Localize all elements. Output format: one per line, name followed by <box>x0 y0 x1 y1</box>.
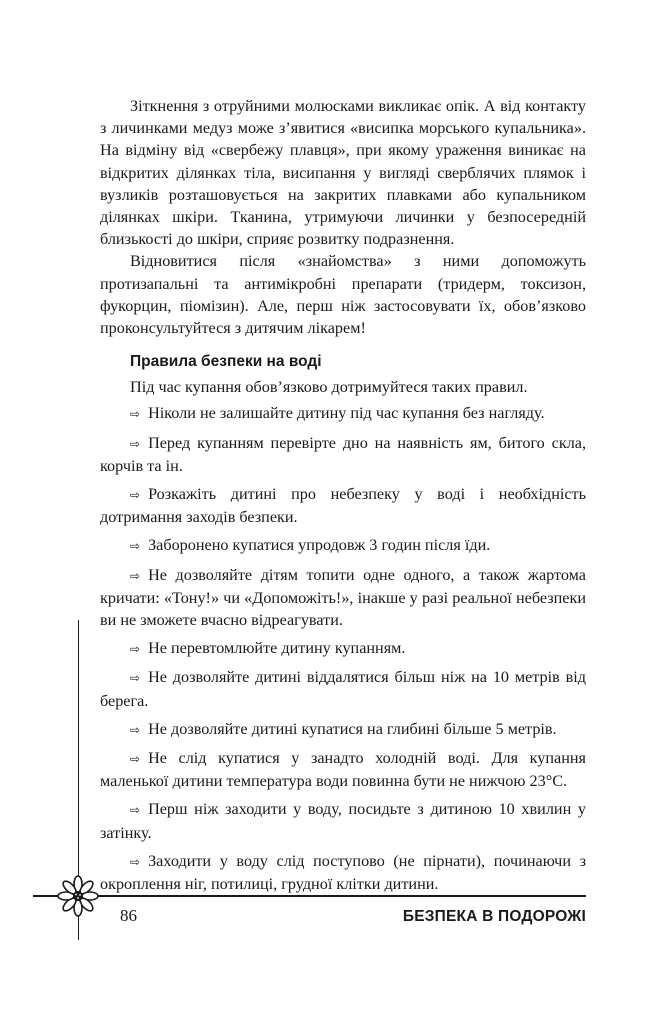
rule-item: ⇨ Не перевтомлюйте дитину купанням. <box>130 639 406 658</box>
rule-item: ⇨ Перш ніж заходити у воду, посидьте з дитиною 10 хвилин у затінку. <box>100 800 586 842</box>
rules-list <box>100 402 586 895</box>
arrow-icon: ⇨ <box>130 436 141 451</box>
rule-item: ⇨ Не слід купатися у занадто холодній воді. Для купання маленької дитини температура води повинна бути не нижчою 23°С. <box>100 749 586 791</box>
page-number: 86 <box>120 906 137 925</box>
intro-paragraph-1: Зіткнення з отруйними молюсками викликає опік. А від контакту з личинками медуз може з’явитися «висипка морського купальника». На відміну від «свербежу плавця», при якому ураження виникає на відкритих ділянках тіла, висипання у вигляді сверблячих плямок і вузликів розташовується на закритих плавками або купальником ділянках шкіри. Тканина, утримуючи личинки у безпосередній близькості до шкіри, сприяє розвитку подразнення. <box>100 97 586 249</box>
arrow-icon: ⇨ <box>130 671 141 686</box>
arrow-icon: ⇨ <box>130 803 141 818</box>
rule-item: ⇨ Не дозволяйте дитині віддалятися більш ніж на 10 метрів від берега. <box>100 668 586 710</box>
rules-intro: Під час купання обов’язково дотримуйтеся таких правил. <box>130 378 528 397</box>
arrow-icon: ⇨ <box>130 752 141 767</box>
book-title: БЕЗПЕКА В ПОДОРОЖІ <box>402 908 586 925</box>
rule-item: ⇨ Ніколи не залишайте дитину під час купання без нагляду. <box>130 404 545 423</box>
arrow-icon: ⇨ <box>130 854 141 869</box>
flower-icon <box>56 874 100 918</box>
arrow-icon: ⇨ <box>130 539 141 554</box>
arrow-icon: ⇨ <box>130 488 141 503</box>
body-text <box>100 95 586 901</box>
arrow-icon: ⇨ <box>130 407 141 422</box>
arrow-icon: ⇨ <box>130 642 141 657</box>
rule-item: ⇨ Перед купанням перевірте дно на наявність ям, битого скла, корчів та ін. <box>100 433 586 475</box>
rule-item: ⇨ Не дозволяйте дітям топити одне одного, а також жартома кричати: «Тону!» чи «Допоможіть!», інакше у разі реальної небезпеки ви не зможете вчасно відреагувати. <box>100 565 586 630</box>
intro-paragraph-2: Відновитися після «знайомства» з ними допоможуть протизапальні та антимікробні препарати (тридерм, токсизон, фукорцин, піомізин). Але, перш ніж застосовувати їх, обов’язково проконсультуйтеся з дитячим лікарем! <box>100 252 586 338</box>
rule-item: ⇨ Розкажіть дитині про небезпеку у воді і необхідність дотримання заходів безпеки. <box>100 485 586 527</box>
footer-rule <box>33 895 586 897</box>
rule-item: ⇨ Заборонено купатися упродовж 3 годин після їди. <box>130 536 491 555</box>
rule-item: ⇨ Не дозволяйте дитині купатися на глибині більше 5 метрів. <box>130 719 557 738</box>
arrow-icon: ⇨ <box>130 568 141 583</box>
rule-item: ⇨ Заходити у воду слід поступово (не пірнати), починаючи з окроплення ніг, потилиці, грудної клітки дитини. <box>100 851 586 894</box>
section-heading: Правила безпеки на воді <box>130 353 322 371</box>
arrow-icon: ⇨ <box>130 722 141 737</box>
